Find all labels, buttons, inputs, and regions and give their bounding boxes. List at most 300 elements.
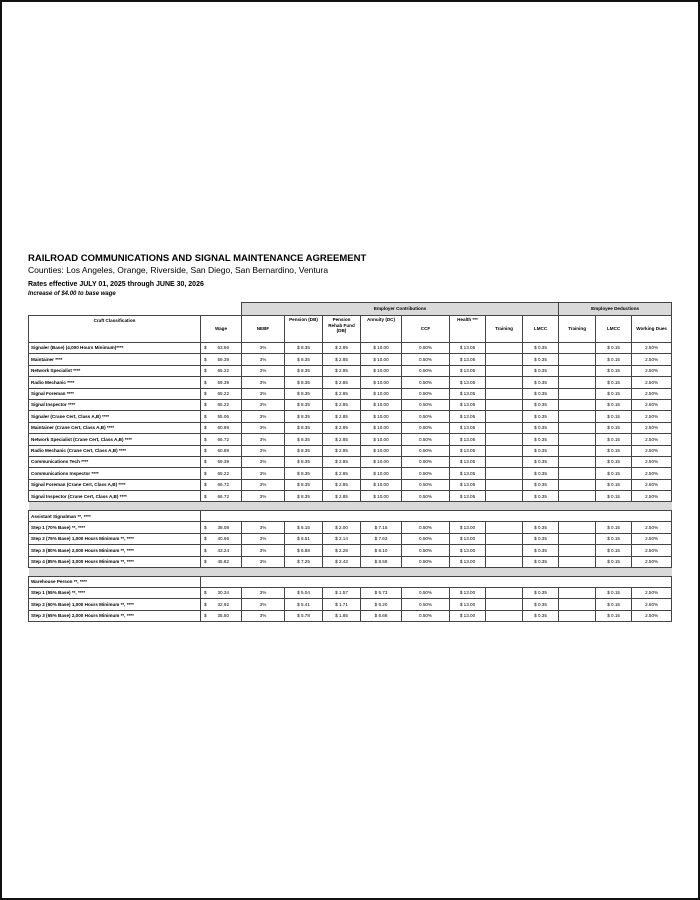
- health-cell: $ 13.05: [450, 354, 486, 365]
- deduction-training-cell: [559, 411, 596, 422]
- wage-table-body: [29, 343, 672, 622]
- annuity-cell: $ 6.68: [361, 610, 402, 621]
- health-cell: $ 13.00: [450, 545, 486, 556]
- health-cell: $ 13.05: [450, 456, 486, 467]
- col-health: Health ***: [450, 316, 486, 343]
- craft-classification-cell: Communications Inspector ****: [29, 468, 201, 479]
- working-dues-cell: 2.50%: [632, 411, 672, 422]
- wage-amount: 38.08: [217, 524, 229, 530]
- deduction-training-cell: [559, 434, 596, 445]
- nebf-cell: 3%: [242, 479, 285, 490]
- wage-amount: 30.34: [217, 590, 229, 596]
- wage-amount: 65.22: [217, 368, 229, 374]
- currency-symbol: $: [204, 379, 207, 385]
- health-cell: $ 13.05: [450, 411, 486, 422]
- nebf-cell: 3%: [242, 588, 285, 599]
- wage-cell: [201, 399, 242, 410]
- training-cell: [486, 388, 523, 399]
- currency-symbol: $: [204, 345, 207, 351]
- nebf-cell: 3%: [242, 533, 285, 544]
- wage-cell: [201, 456, 242, 467]
- annuity-cell: $ 6.20: [361, 599, 402, 610]
- wage-table: [28, 302, 672, 622]
- annuity-cell: $ 10.00: [361, 491, 402, 502]
- deduction-training-cell: [559, 588, 596, 599]
- currency-symbol: $: [204, 391, 207, 396]
- pension-db-cell: $ 8.35: [285, 377, 323, 388]
- lmcc-cell: $ 0.35: [523, 399, 559, 410]
- deduction-training-cell: [559, 491, 596, 502]
- working-dues-cell: 2.50%: [632, 556, 672, 567]
- col-pension-db: Pension (DB): [285, 316, 323, 343]
- table-row: [29, 556, 672, 567]
- working-dues-cell: 2.50%: [632, 599, 672, 610]
- section-title: Warehouse Person **, ****: [29, 577, 201, 588]
- section-spacer: [29, 502, 672, 511]
- pension-rehab-cell: $ 2.85: [323, 445, 361, 456]
- pension-rehab-cell: $ 2.14: [323, 533, 361, 544]
- currency-symbol: $: [204, 356, 207, 362]
- craft-classification-cell: Signaler (Crane Cert, Class A,B) ****: [29, 411, 201, 422]
- pension-rehab-cell: $ 2.28: [323, 545, 361, 556]
- wage-cell: [201, 434, 242, 445]
- pension-db-cell: $ 8.35: [285, 399, 323, 410]
- working-dues-cell: 2.50%: [632, 343, 672, 354]
- ccf-cell: 0.50%: [402, 491, 450, 502]
- ccf-cell: 0.50%: [402, 468, 450, 479]
- lmcc-cell: $ 0.35: [523, 388, 559, 399]
- training-cell: [486, 343, 523, 354]
- wage-cell: [201, 522, 242, 533]
- health-cell: $ 13.00: [450, 522, 486, 533]
- deduction-training-cell: [559, 599, 596, 610]
- craft-classification-cell: Signaler (Base) (4,000 Hours Minimum)****: [29, 343, 201, 354]
- employer-contributions-header: Employer Contributions: [242, 303, 559, 316]
- craft-classification-cell: Network Specialist ****: [29, 365, 201, 376]
- training-cell: [486, 399, 523, 410]
- deduction-training-cell: [559, 479, 596, 490]
- ccf-cell: 0.50%: [402, 434, 450, 445]
- deduction-lmcc-cell: $ 0.15: [596, 377, 632, 388]
- table-row: [29, 411, 672, 422]
- wage-amount: 32.92: [217, 601, 229, 607]
- training-cell: [486, 377, 523, 388]
- deduction-lmcc-cell: $ 0.15: [596, 388, 632, 399]
- pension-rehab-cell: $ 2.00: [323, 522, 361, 533]
- deduction-lmcc-cell: $ 0.15: [596, 468, 632, 479]
- nebf-cell: 3%: [242, 468, 285, 479]
- pension-db-cell: $ 6.15: [285, 522, 323, 533]
- nebf-cell: 3%: [242, 491, 285, 502]
- lmcc-cell: $ 0.35: [523, 456, 559, 467]
- currency-symbol: $: [204, 559, 207, 565]
- health-cell: $ 13.00: [450, 533, 486, 544]
- health-cell: $ 13.05: [450, 445, 486, 456]
- currency-symbol: $: [204, 470, 207, 476]
- health-cell: $ 13.00: [450, 588, 486, 599]
- deduction-lmcc-cell: $ 0.15: [596, 588, 632, 599]
- pension-db-cell: $ 5.41: [285, 599, 323, 610]
- working-dues-cell: 2.50%: [632, 377, 672, 388]
- wage-amount: 66.72: [217, 436, 229, 442]
- working-dues-cell: 2.50%: [632, 365, 672, 376]
- deduction-lmcc-cell: $ 0.15: [596, 365, 632, 376]
- currency-symbol: $: [204, 436, 207, 442]
- wage-cell: [201, 491, 242, 502]
- col-wage: Wage: [201, 316, 242, 343]
- wage-cell: [201, 610, 242, 621]
- section-header-row: [29, 577, 672, 588]
- ccf-cell: 0.50%: [402, 479, 450, 490]
- pension-rehab-cell: $ 2.85: [323, 456, 361, 467]
- health-cell: $ 13.05: [450, 343, 486, 354]
- wage-amount: 53.56: [217, 345, 229, 351]
- wage-cell: [201, 479, 242, 490]
- currency-symbol: $: [204, 493, 207, 499]
- deduction-training-cell: [559, 456, 596, 467]
- currency-symbol: $: [204, 482, 207, 488]
- pension-rehab-cell: $ 1.57: [323, 588, 361, 599]
- pension-db-cell: $ 8.35: [285, 422, 323, 433]
- pension-db-cell: $ 6.51: [285, 533, 323, 544]
- deduction-lmcc-cell: $ 0.15: [596, 522, 632, 533]
- pension-rehab-cell: $ 2.85: [323, 468, 361, 479]
- deduction-lmcc-cell: $ 0.15: [596, 434, 632, 445]
- wage-cell: [201, 545, 242, 556]
- col-deduction-training: Training: [559, 316, 596, 343]
- nebf-cell: 3%: [242, 343, 285, 354]
- ccf-cell: 0.50%: [402, 599, 450, 610]
- health-cell: $ 13.05: [450, 434, 486, 445]
- lmcc-cell: $ 0.35: [523, 422, 559, 433]
- working-dues-cell: 2.50%: [632, 479, 672, 490]
- col-deduction-lmcc: LMCC: [596, 316, 632, 343]
- annuity-cell: $ 7.15: [361, 522, 402, 533]
- currency-symbol: $: [204, 524, 207, 530]
- document-content: [28, 253, 672, 622]
- document-title: RAILROAD COMMUNICATIONS AND SIGNAL MAINTENANCE AGREEMENT: [28, 253, 367, 264]
- deduction-training-cell: [559, 556, 596, 567]
- deduction-lmcc-cell: $ 0.15: [596, 399, 632, 410]
- nebf-cell: 3%: [242, 445, 285, 456]
- working-dues-cell: 2.50%: [632, 545, 672, 556]
- deduction-training-cell: [559, 388, 596, 399]
- col-pension-rehab: Pension Rehab Fund (DB): [323, 316, 361, 343]
- annuity-cell: $ 10.00: [361, 479, 402, 490]
- deduction-lmcc-cell: $ 0.15: [596, 354, 632, 365]
- health-cell: $ 13.05: [450, 365, 486, 376]
- pension-db-cell: $ 8.35: [285, 434, 323, 445]
- lmcc-cell: $ 0.35: [523, 445, 559, 456]
- lmcc-cell: $ 0.35: [523, 343, 559, 354]
- deduction-training-cell: [559, 343, 596, 354]
- annuity-cell: $ 10.00: [361, 411, 402, 422]
- ccf-cell: 0.50%: [402, 399, 450, 410]
- table-row: [29, 354, 672, 365]
- pension-db-cell: $ 8.35: [285, 491, 323, 502]
- annuity-cell: $ 10.00: [361, 434, 402, 445]
- pension-rehab-cell: $ 2.85: [323, 422, 361, 433]
- ccf-cell: 0.50%: [402, 354, 450, 365]
- deduction-training-cell: [559, 522, 596, 533]
- currency-symbol: $: [204, 613, 207, 619]
- pension-rehab-cell: $ 2.85: [323, 411, 361, 422]
- lmcc-cell: $ 0.35: [523, 533, 559, 544]
- nebf-cell: 3%: [242, 599, 285, 610]
- working-dues-cell: 2.50%: [632, 588, 672, 599]
- working-dues-cell: 2.50%: [632, 434, 672, 445]
- currency-symbol: $: [204, 536, 207, 542]
- health-cell: $ 13.00: [450, 599, 486, 610]
- pension-rehab-cell: $ 2.85: [323, 365, 361, 376]
- currency-symbol: $: [204, 590, 207, 596]
- wage-cell: [201, 445, 242, 456]
- nebf-cell: 3%: [242, 456, 285, 467]
- lmcc-cell: $ 0.35: [523, 434, 559, 445]
- annuity-cell: $ 8.58: [361, 556, 402, 567]
- working-dues-cell: 2.50%: [632, 445, 672, 456]
- col-ccf: CCF: [402, 316, 450, 343]
- annuity-cell: $ 7.63: [361, 533, 402, 544]
- wage-cell: [201, 388, 242, 399]
- deduction-training-cell: [559, 533, 596, 544]
- deduction-lmcc-cell: $ 0.15: [596, 533, 632, 544]
- currency-symbol: $: [204, 447, 207, 453]
- deduction-lmcc-cell: $ 0.15: [596, 445, 632, 456]
- annuity-cell: $ 5.73: [361, 588, 402, 599]
- craft-classification-cell: Step 4 (85% Base) 3,000 Hours Minimum **, ****: [29, 556, 201, 567]
- pension-db-cell: $ 6.88: [285, 545, 323, 556]
- lmcc-cell: $ 0.35: [523, 522, 559, 533]
- ccf-cell: 0.50%: [402, 343, 450, 354]
- annuity-cell: $ 10.00: [361, 354, 402, 365]
- pension-db-cell: $ 8.35: [285, 456, 323, 467]
- craft-classification-cell: Signal Foreman ****: [29, 388, 201, 399]
- table-row: [29, 434, 672, 445]
- table-row: [29, 456, 672, 467]
- health-cell: $ 13.05: [450, 491, 486, 502]
- wage-amount: 35.50: [217, 613, 229, 619]
- deduction-lmcc-cell: $ 0.15: [596, 422, 632, 433]
- wage-cell: [201, 377, 242, 388]
- training-cell: [486, 599, 523, 610]
- craft-classification-cell: Step 2 (75% Base) 1,000 Hours Minimum **, ****: [29, 533, 201, 544]
- col-training: Training: [486, 316, 523, 343]
- ccf-cell: 0.50%: [402, 411, 450, 422]
- pension-rehab-cell: $ 2.85: [323, 388, 361, 399]
- wage-amount: 65.22: [217, 470, 229, 476]
- annuity-cell: $ 10.00: [361, 377, 402, 388]
- nebf-cell: 3%: [242, 399, 285, 410]
- training-cell: [486, 545, 523, 556]
- lmcc-cell: $ 0.35: [523, 610, 559, 621]
- craft-classification-cell: Radio Mechanic ****: [29, 377, 201, 388]
- wage-cell: [201, 468, 242, 479]
- training-cell: [486, 556, 523, 567]
- pension-rehab-cell: $ 1.85: [323, 610, 361, 621]
- nebf-cell: 3%: [242, 422, 285, 433]
- training-cell: [486, 354, 523, 365]
- col-lmcc: LMCC: [523, 316, 559, 343]
- wage-cell: [201, 411, 242, 422]
- craft-classification-cell: Maintainer (Crane Cert, Class A,B) ****: [29, 422, 201, 433]
- wage-cell: [201, 588, 242, 599]
- wage-amount: 40.66: [217, 536, 229, 542]
- table-row: [29, 365, 672, 376]
- working-dues-cell: 2.50%: [632, 468, 672, 479]
- currency-symbol: $: [204, 413, 207, 419]
- pension-rehab-cell: $ 2.85: [323, 491, 361, 502]
- pension-rehab-cell: $ 2.42: [323, 556, 361, 567]
- health-cell: $ 13.00: [450, 556, 486, 567]
- table-row: [29, 422, 672, 433]
- lmcc-cell: $ 0.35: [523, 468, 559, 479]
- training-cell: [486, 468, 523, 479]
- craft-classification-cell: Step 2 (60% Base) 1,000 Hours Minimum **, ****: [29, 599, 201, 610]
- working-dues-cell: 2.50%: [632, 354, 672, 365]
- craft-classification-cell: Signal Inspector ****: [29, 399, 201, 410]
- deduction-lmcc-cell: $ 0.15: [596, 599, 632, 610]
- pension-rehab-cell: $ 1.71: [323, 599, 361, 610]
- section-title: Assistant Signalman **, ****: [29, 511, 201, 522]
- craft-classification-cell: Step 3 (65% Base) 2,000 Hours Minimum **, ****: [29, 610, 201, 621]
- ccf-cell: 0.50%: [402, 422, 450, 433]
- wage-cell: [201, 343, 242, 354]
- craft-classification-cell: Communications Tech ****: [29, 456, 201, 467]
- ccf-cell: 0.50%: [402, 533, 450, 544]
- deduction-training-cell: [559, 610, 596, 621]
- nebf-cell: 3%: [242, 377, 285, 388]
- craft-classification-cell: Network Specialist (Crane Cert, Class A,B) ****: [29, 434, 201, 445]
- deduction-lmcc-cell: $ 0.15: [596, 411, 632, 422]
- training-cell: [486, 434, 523, 445]
- training-cell: [486, 456, 523, 467]
- wage-amount: 45.82: [217, 559, 229, 565]
- lmcc-cell: $ 0.35: [523, 354, 559, 365]
- pension-db-cell: $ 8.35: [285, 479, 323, 490]
- pension-rehab-cell: $ 2.85: [323, 354, 361, 365]
- wage-amount: 65.22: [217, 402, 229, 408]
- wage-amount: 66.72: [217, 482, 229, 488]
- craft-classification-cell: Signal Inspector (Crane Cert, Class A,B) ****: [29, 491, 201, 502]
- table-row: [29, 599, 672, 610]
- lmcc-cell: $ 0.35: [523, 588, 559, 599]
- deduction-training-cell: [559, 399, 596, 410]
- wage-amount: 65.22: [217, 391, 229, 396]
- pension-db-cell: $ 7.25: [285, 556, 323, 567]
- table-row: [29, 479, 672, 490]
- deduction-lmcc-cell: $ 0.15: [596, 343, 632, 354]
- training-cell: [486, 610, 523, 621]
- deduction-training-cell: [559, 468, 596, 479]
- nebf-cell: 3%: [242, 354, 285, 365]
- deduction-lmcc-cell: $ 0.15: [596, 556, 632, 567]
- wage-amount: 59.39: [217, 379, 229, 385]
- annuity-cell: $ 10.00: [361, 343, 402, 354]
- pension-db-cell: $ 8.35: [285, 411, 323, 422]
- wage-increase-note: Increase of $4.00 to base wage: [28, 291, 116, 297]
- table-row: [29, 545, 672, 556]
- table-row: [29, 343, 672, 354]
- deduction-training-cell: [559, 445, 596, 456]
- pension-db-cell: $ 8.35: [285, 468, 323, 479]
- health-cell: $ 13.00: [450, 610, 486, 621]
- nebf-cell: 3%: [242, 434, 285, 445]
- deduction-training-cell: [559, 545, 596, 556]
- nebf-cell: 3%: [242, 365, 285, 376]
- ccf-cell: 0.50%: [402, 545, 450, 556]
- lmcc-cell: $ 0.35: [523, 479, 559, 490]
- annuity-cell: $ 8.10: [361, 545, 402, 556]
- wage-amount: 55.06: [217, 413, 229, 419]
- currency-symbol: $: [204, 425, 207, 431]
- col-annuity: Annuity (DC): [361, 316, 402, 343]
- craft-classification-cell: Maintainer ****: [29, 354, 201, 365]
- lmcc-cell: $ 0.35: [523, 411, 559, 422]
- wage-amount: 60.89: [217, 425, 229, 431]
- annuity-cell: $ 10.00: [361, 456, 402, 467]
- wage-cell: [201, 599, 242, 610]
- table-row: [29, 399, 672, 410]
- training-cell: [486, 365, 523, 376]
- training-cell: [486, 491, 523, 502]
- nebf-cell: 3%: [242, 545, 285, 556]
- training-cell: [486, 445, 523, 456]
- annuity-cell: $ 10.00: [361, 365, 402, 376]
- wage-cell: [201, 422, 242, 433]
- lmcc-cell: $ 0.35: [523, 556, 559, 567]
- currency-symbol: $: [204, 368, 207, 374]
- lmcc-cell: $ 0.35: [523, 377, 559, 388]
- pension-db-cell: $ 8.35: [285, 445, 323, 456]
- working-dues-cell: 2.50%: [632, 399, 672, 410]
- ccf-cell: 0.50%: [402, 522, 450, 533]
- training-cell: [486, 588, 523, 599]
- deduction-lmcc-cell: $ 0.15: [596, 491, 632, 502]
- table-row: [29, 610, 672, 621]
- deduction-training-cell: [559, 354, 596, 365]
- wage-amount: 59.39: [217, 459, 229, 465]
- health-cell: $ 13.05: [450, 479, 486, 490]
- deduction-training-cell: [559, 365, 596, 376]
- training-cell: [486, 522, 523, 533]
- deduction-training-cell: [559, 377, 596, 388]
- nebf-cell: 3%: [242, 610, 285, 621]
- rates-effective: Rates effective JULY 01, 2025 through JUNE 30, 2026: [28, 281, 204, 288]
- nebf-cell: 3%: [242, 522, 285, 533]
- nebf-cell: 3%: [242, 556, 285, 567]
- lmcc-cell: $ 0.35: [523, 491, 559, 502]
- annuity-cell: $ 10.00: [361, 422, 402, 433]
- working-dues-cell: 2.50%: [632, 388, 672, 399]
- training-cell: [486, 422, 523, 433]
- section-spacer: [29, 568, 672, 577]
- pension-rehab-cell: $ 2.85: [323, 377, 361, 388]
- table-row: [29, 377, 672, 388]
- section-header-row: [29, 511, 672, 522]
- deduction-training-cell: [559, 422, 596, 433]
- lmcc-cell: $ 0.35: [523, 545, 559, 556]
- lmcc-cell: $ 0.35: [523, 599, 559, 610]
- currency-symbol: $: [204, 547, 207, 553]
- health-cell: $ 13.05: [450, 399, 486, 410]
- working-dues-cell: 2.50%: [632, 422, 672, 433]
- craft-classification-cell: Step 1 (55% Base) **, ****: [29, 588, 201, 599]
- annuity-cell: $ 10.00: [361, 388, 402, 399]
- pension-db-cell: $ 8.35: [285, 343, 323, 354]
- table-row: [29, 468, 672, 479]
- health-cell: $ 13.05: [450, 388, 486, 399]
